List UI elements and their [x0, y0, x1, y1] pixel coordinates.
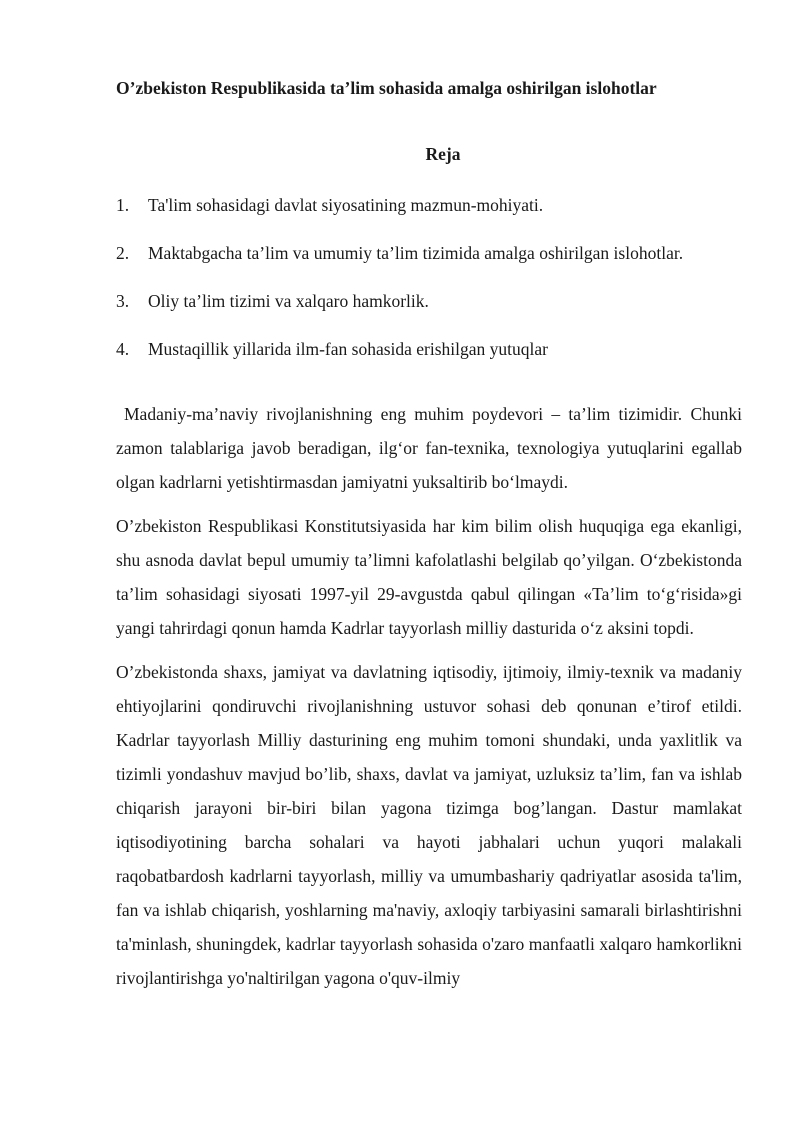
plan-item: [116, 241, 742, 289]
plan-item-text: Ta'lim sohasidagi davlat siyosatining mazmun-mohiyati.: [148, 195, 544, 215]
plan-item-number: 2.: [116, 243, 130, 263]
body-text: [116, 397, 742, 1005]
plan-item: [116, 289, 742, 337]
plan-item-text: Maktabgacha ta’lim va umumiy ta’lim tizimida amalga oshirilgan islohotlar.: [148, 243, 684, 263]
plan-item-text: Mustaqillik yillarida ilm-fan sohasida erishilgan yutuqlar: [148, 339, 548, 359]
paragraph: O’zbekiston Respublikasi Konstitutsiyasida har kim bilim olish huquqiga ega ekanligi, shu asnoda davlat bepul umumiy ta’limni kafolatlashi belgilab qo’yilgan. O‘zbekistonda ta’lim sohasidagi siyosati 1997-yil 29-avgustda qabul qilingan «Ta’lim to‘g‘risida»gi yangi tahrirdagi qonun hamda Kadrlar tayyorlash milliy dasturida o‘z aksini topdi.: [116, 516, 742, 638]
paragraph: Madaniy-ma’naviy rivojlanishning eng muhim poydevori – ta’lim tizimidir. Chunki zamon talablariga javob beradigan, ilg‘or fan-texnika, texnologiya yutuqlarini egallab olgan kadrlarni yetishtirmasdan jamiyatni yuksaltirib bo‘lmaydi.: [116, 404, 742, 492]
plan-heading: Reja: [425, 144, 461, 164]
paragraph: O’zbekistonda shaxs, jamiyat va davlatning iqtisodiy, ijtimoiy, ilmiy-texnik va madaniy ehtiyojlarini qondiruvchi rivojlanishning ustuvor sohasi deb qonunan e’tirof etildi. Kadrlar tayyorlash Milliy dasturining eng muhim tomoni shundaki, unda yaxlitlik va tizimli yondashuv mavjud bo’lib, shaxs, davlat va jamiyat, uzluksiz ta’lim, fan va ishlab chiqarish jarayoni bir-biri bilan yagona tizimga bog’langan. Dastur mamlakat iqtisodiyotining barcha sohalari va hayoti jabhalari uchun yuqori malakali raqobatbardosh kadrlarni tayyorlash, milliy va umumbashariy qadriyatlar asosida ta'lim, fan va ishlab chiqarish, yoshlarning ma'naviy, axloqiy tarbiyasini samarali birlashtirishni ta'minlash, shuningdek, kadrlar tayyorlash sohasida o'zaro manfaatli xalqaro hamkorlikni rivojlantirishga yo'naltirilgan yagona o'quv-ilmiy: [116, 662, 742, 988]
plan-item-number: 4.: [116, 339, 130, 359]
plan-item-text: Oliy ta’lim tizimi va xalqaro hamkorlik.: [148, 291, 429, 311]
plan-item-number: 1.: [116, 195, 130, 215]
plan-item-number: 3.: [116, 291, 130, 311]
plan-item: [116, 337, 742, 385]
plan-item: [116, 193, 742, 241]
document-title: O’zbekiston Respublikasida ta’lim sohasida amalga oshirilgan islohotlar: [116, 78, 657, 98]
plan-list: [116, 193, 742, 385]
